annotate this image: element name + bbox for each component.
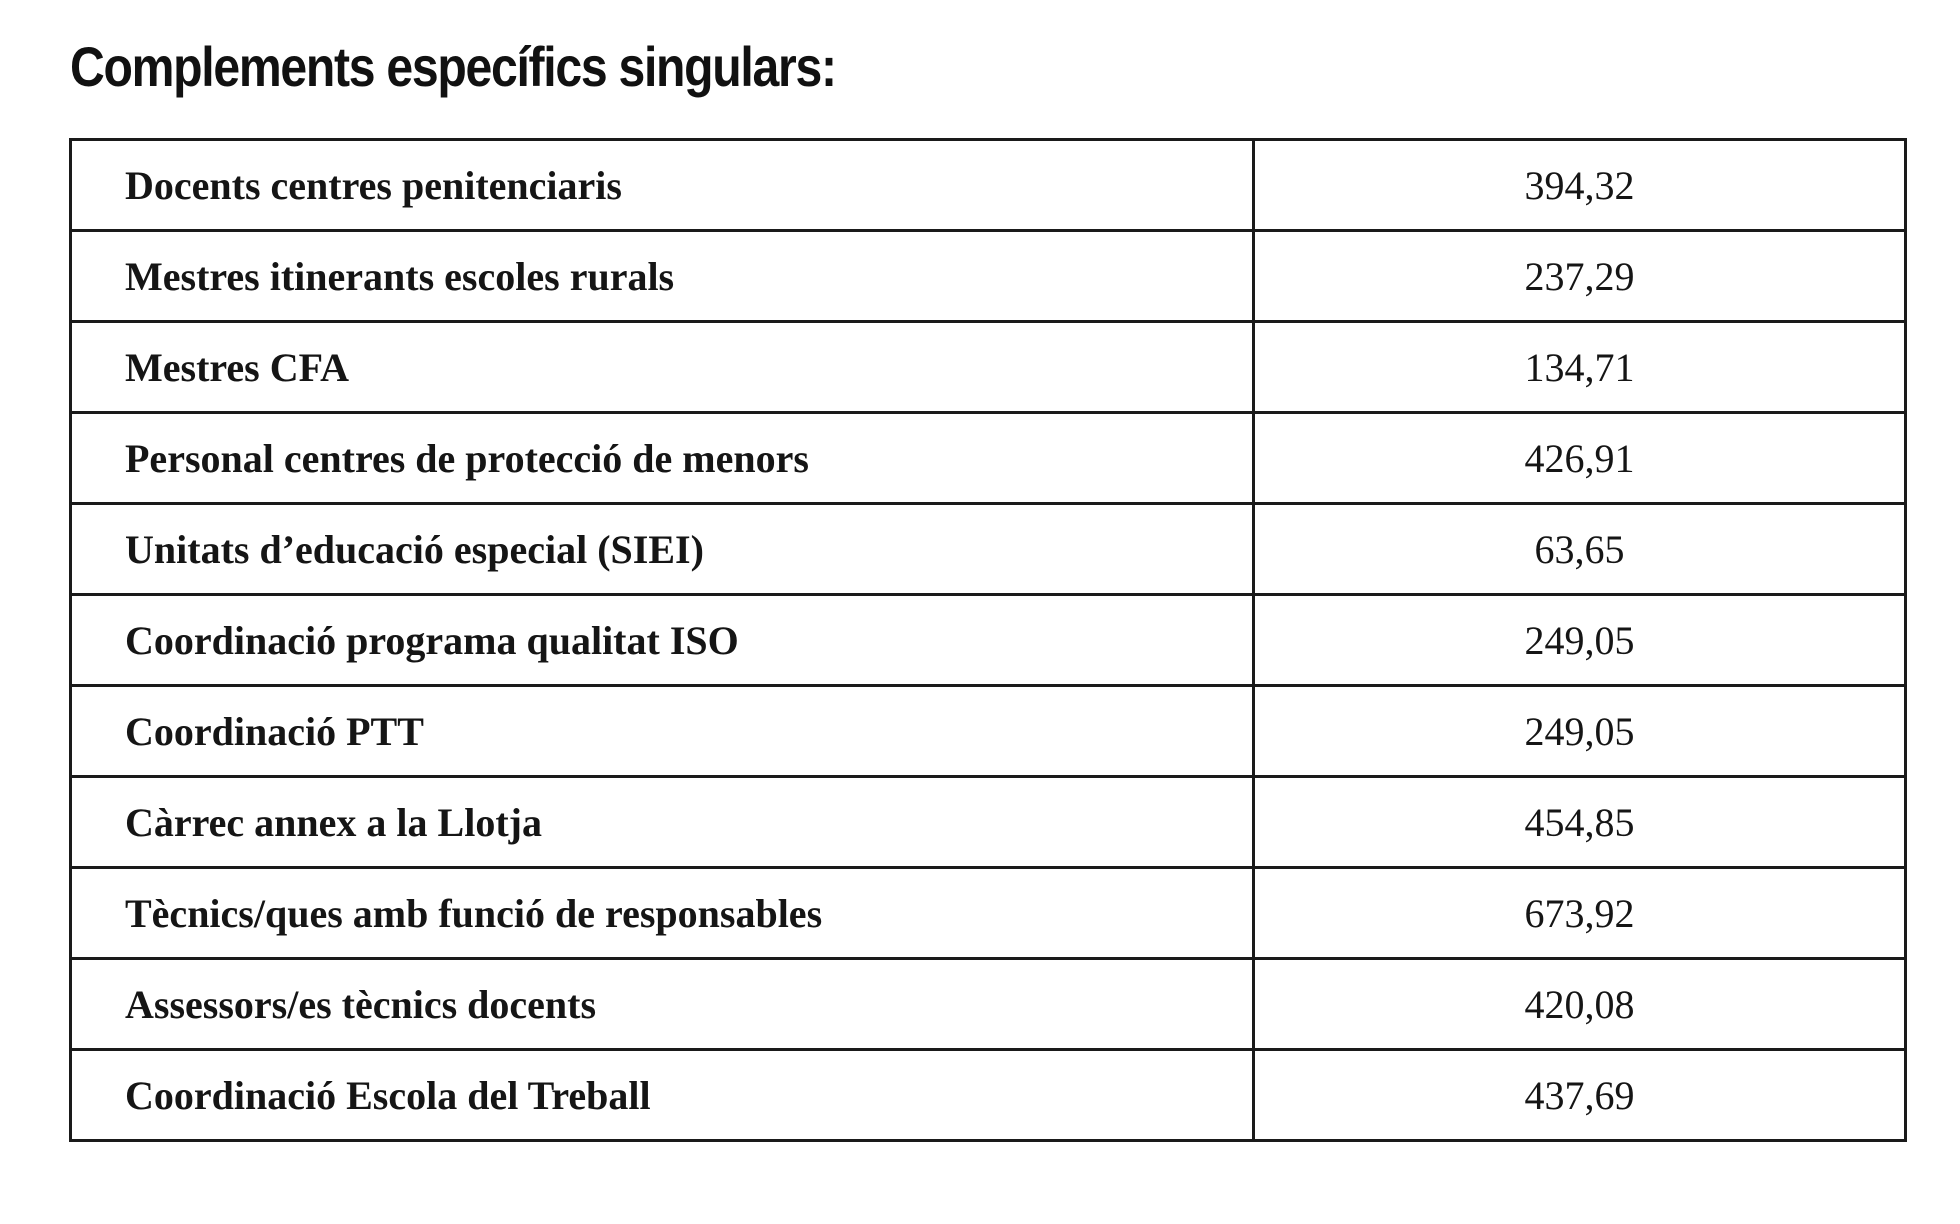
row-value: 420,08 bbox=[1254, 959, 1906, 1050]
row-label: Càrrec annex a la Llotja bbox=[71, 777, 1254, 868]
row-value: 437,69 bbox=[1254, 1050, 1906, 1141]
row-value: 249,05 bbox=[1254, 686, 1906, 777]
row-value: 63,65 bbox=[1254, 504, 1906, 595]
row-label: Coordinació Escola del Treball bbox=[71, 1050, 1254, 1141]
table-row bbox=[71, 1050, 1906, 1141]
row-label: Coordinació programa qualitat ISO bbox=[71, 595, 1254, 686]
table-row bbox=[71, 322, 1906, 413]
row-label: Mestres itinerants escoles rurals bbox=[71, 231, 1254, 322]
row-value: 394,32 bbox=[1254, 140, 1906, 231]
table-row bbox=[71, 595, 1906, 686]
row-label: Tècnics/ques amb funció de responsables bbox=[71, 868, 1254, 959]
complements-table bbox=[69, 138, 1907, 1142]
row-label: Unitats d’educació especial (SIEI) bbox=[71, 504, 1254, 595]
table-row bbox=[71, 504, 1906, 595]
row-value: 237,29 bbox=[1254, 231, 1906, 322]
row-value: 673,92 bbox=[1254, 868, 1906, 959]
row-label: Assessors/es tècnics docents bbox=[71, 959, 1254, 1050]
table-row bbox=[71, 140, 1906, 231]
row-label: Mestres CFA bbox=[71, 322, 1254, 413]
table-row bbox=[71, 959, 1906, 1050]
row-label: Docents centres penitenciaris bbox=[71, 140, 1254, 231]
table-row bbox=[71, 686, 1906, 777]
row-label: Coordinació PTT bbox=[71, 686, 1254, 777]
table-row bbox=[71, 413, 1906, 504]
row-value: 134,71 bbox=[1254, 322, 1906, 413]
row-label: Personal centres de protecció de menors bbox=[71, 413, 1254, 504]
row-value: 454,85 bbox=[1254, 777, 1906, 868]
row-value: 426,91 bbox=[1254, 413, 1906, 504]
table-row bbox=[71, 868, 1906, 959]
page-title: Complements específics singulars: bbox=[70, 35, 836, 98]
row-value: 249,05 bbox=[1254, 595, 1906, 686]
table-row bbox=[71, 231, 1906, 322]
table-row bbox=[71, 777, 1906, 868]
complements-table-body bbox=[71, 140, 1906, 1141]
